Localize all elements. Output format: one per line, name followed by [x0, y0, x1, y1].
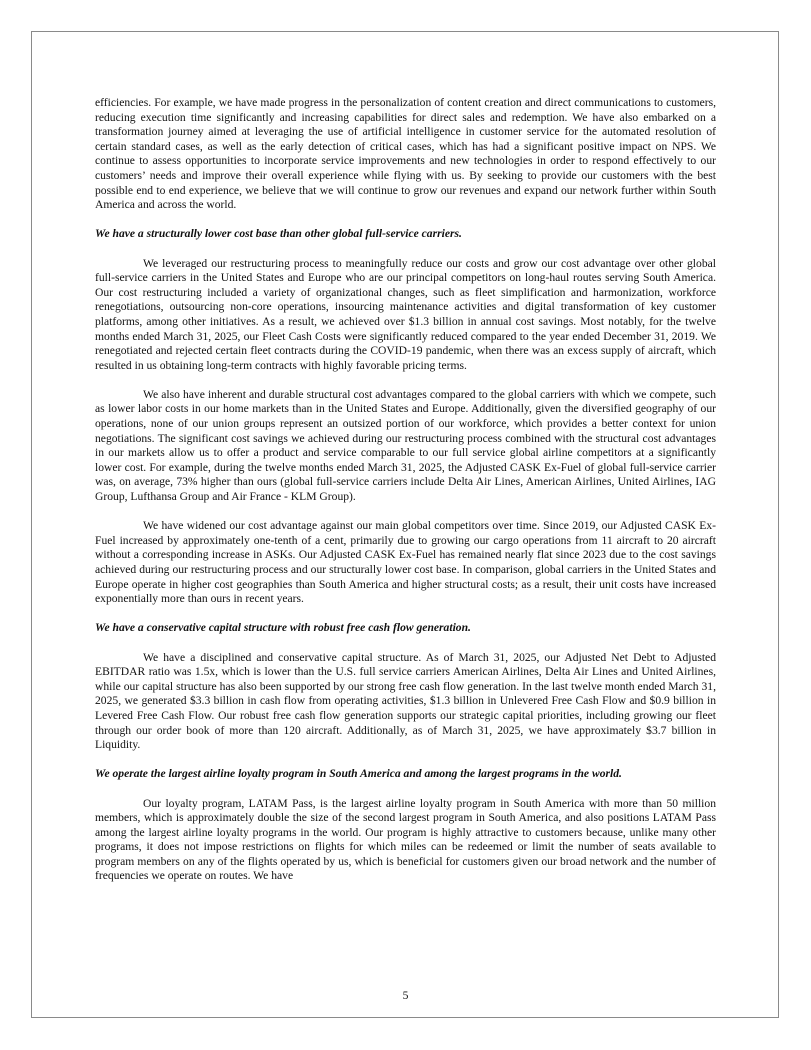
paragraph-efficiencies: efficiencies. For example, we have made progress in the personalization of content creation and direct communications to customers, reducing execution time significantly and increasing capabilities for direct sales and redemption. We have also embarked on a transformation journey aimed at leveraging the use of artificial intelligence in customer service for the automated resolution of certain standard cases, as well as the early detection of critical cases, which has had a significant positive impact on NPS. We continue to assess opportunities to incorporate service improvements and new technologies in order to respond effectively to our customers’ needs and improve their overall experience while flying with us. By seeking to provide our customers with the best possible end to end experience, we believe that we will continue to grow our revenues and expand our network further within South America and across the world. — [95, 96, 716, 212]
paragraph-widened-advantage: We have widened our cost advantage against our main global competitors over time. Since 2019, our Adjusted CASK Ex-Fuel increased by approximately one-tenth of a cent, primarily due to growing our cargo operations from 11 aircraft to 20 aircraft without a corresponding increase in ASKs. Our Adjusted CASK Ex-Fuel has remained nearly flat since 2023 due to the cost savings achieved during our restructuring process and our structurally lower cost base. In comparison, global carriers in the United States and Europe operate in higher cost geographies than South America and higher structural costs; as a result, their unit costs have increased exponentially more than ours in recent years. — [95, 519, 716, 606]
spacer — [95, 213, 716, 228]
paragraph-capital-structure: We have a disciplined and conservative capital structure. As of March 31, 2025, our Adjusted Net Debt to Adjusted EBITDAR ratio was 1.5x, which is lower than the U.S. full service carriers American Airlines, Delta Air Lines and United Airlines, while our capital structure has also been supported by our strong free cash flow generation. In the last twelve month ended March 31, 2025, we generated $3.3 billion in cash flow from operating activities, $1.3 billion in Unlevered Free Cash Flow and $0.9 billion in Levered Free Cash Flow. Our robust free cash flow generation supports our strategic capital priorities, including growing our fleet through our order book of more than 120 aircraft. Additionally, as of March 31, 2025, we have approximately $3.7 billion in Liquidity. — [95, 650, 716, 752]
paragraph-loyalty-program: Our loyalty program, LATAM Pass, is the largest airline loyalty program in South America with more than 50 million members, which is approximately double the size of the second largest program in South America, and also positions LATAM Pass among the largest airline loyalty programs in the world. Our program is highly attractive to customers because, unlike many other programs, it does not impose restrictions on flights for which miles can be redeemed or limit the number of seats available to program members on any of the flights operated by us, which is beneficial for customers given our broad network and the number of frequencies we operate on routes. We have — [95, 796, 716, 883]
heading-loyalty-program: We operate the largest airline loyalty program in South America and among the largest programs in the world. — [95, 767, 622, 781]
page-number: 5 — [402, 989, 409, 1002]
spacer — [95, 242, 716, 257]
heading-capital-structure: We have a conservative capital structure with robust free cash flow generation. — [95, 621, 471, 635]
spacer — [95, 373, 716, 388]
spacer — [95, 782, 716, 797]
spacer — [95, 753, 716, 768]
paragraph-restructuring: We leveraged our restructuring process to meaningfully reduce our costs and grow our cost advantage over other global full-service carriers in the United States and Europe who are our principal competitors on long-haul routes serving South America. Our cost restructuring included a variety of organizational changes, such as fleet simplification and harmonization, workforce renegotiations, outsourcing non-core operations, insourcing maintenance activities and digital transformation of key customer platforms, among other initiatives. As a result, we achieved over $1.3 billion in annual cost savings. Most notably, for the twelve months ended March 31, 2025, our Fleet Cash Costs were significantly reduced compared to the year ended December 31, 2019. We renegotiated and rejected certain fleet contracts during the COVID-19 pandemic, when there was an excess supply of aircraft, which resulted in us obtaining long-term contracts with highly favorable pricing terms. — [95, 256, 716, 372]
paragraph-structural-advantages: We also have inherent and durable structural cost advantages compared to the global carriers with which we compete, such as lower labor costs in our home markets than in the United States and Europe. Additionally, given the diversified geography of our operations, none of our union groups represent an outsized portion of our workforce, which provides a better context for union negotiations. The significant cost savings we achieved during our restructuring process combined with the structural cost advantages in our markets allow us to offer a product and service comparable to our full service global airline competitors at a significantly lower cost. For example, during the twelve months ended March 31, 2025, the Adjusted CASK Ex-Fuel of global full-service carrier was, on average, 73% higher than ours (global full-service carriers include Delta Air Lines, American Airlines, United Airlines, IAG Group, Lufthansa Group and Air France - KLM Group). — [95, 387, 716, 504]
spacer — [95, 636, 716, 651]
document-body — [95, 96, 716, 884]
heading-lower-cost-base: We have a structurally lower cost base than other global full-service carriers. — [95, 227, 462, 241]
spacer — [95, 607, 716, 622]
spacer — [95, 505, 716, 520]
